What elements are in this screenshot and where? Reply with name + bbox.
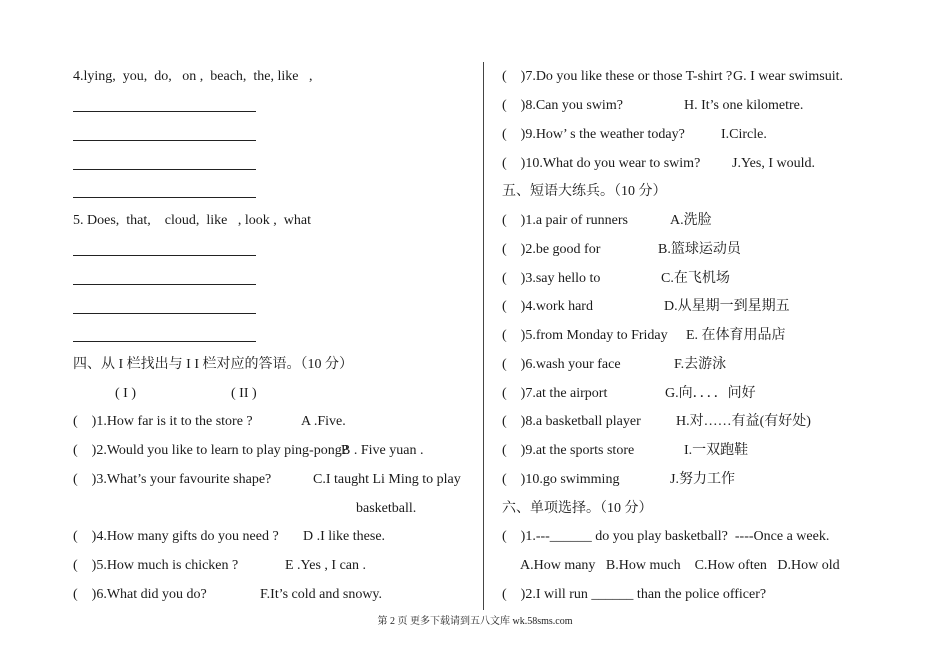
- phrase-item: ( )5.from Monday to Friday: [502, 328, 668, 343]
- match-question: ( )8.Can you swim?: [502, 98, 623, 113]
- phrase-item: ( )7.at the airport: [502, 386, 608, 401]
- match-answer: A .Five.: [301, 414, 346, 429]
- match-question: ( )10.What do you wear to swim?: [502, 156, 701, 171]
- column-ii-header: ( II ): [231, 386, 257, 401]
- phrase-answer: A.洗脸: [670, 213, 712, 228]
- page-footer: 第 2 页 更多下载请到五八文库 wk.58sms.com: [377, 616, 573, 627]
- phrase-item: ( )9.at the sports store: [502, 443, 635, 458]
- match-answer: J.Yes, I would.: [732, 156, 815, 171]
- phrase-answer: J.努力工作: [670, 472, 735, 487]
- answer-line[interactable]: [73, 284, 256, 285]
- phrase-item: ( )2.be good for: [502, 242, 601, 257]
- phrase-answer: G.向．．．．问好: [665, 386, 756, 401]
- match-answer: B . Five yuan .: [341, 443, 424, 458]
- phrase-answer: F.去游泳: [674, 357, 727, 372]
- answer-line[interactable]: [73, 197, 256, 198]
- match-answer-continued: basketball.: [356, 501, 417, 516]
- section-5-title: 五、短语大练兵。（10 分）: [502, 184, 667, 199]
- match-answer: G. I wear swimsuit.: [733, 69, 844, 84]
- answer-line[interactable]: [73, 111, 256, 112]
- phrase-answer: I.一双跑鞋: [684, 443, 749, 458]
- column-i-header: ( I ): [115, 386, 136, 401]
- match-question: ( )3.What’s your favourite shape?: [73, 472, 272, 487]
- match-question: ( )9.How’ s the weather today?: [502, 127, 685, 142]
- phrase-item: ( )1.a pair of runners: [502, 213, 628, 228]
- phrase-item: ( )10.go swimming: [502, 472, 620, 487]
- answer-line[interactable]: [73, 255, 256, 256]
- match-answer: E .Yes , I can .: [285, 558, 367, 573]
- answer-line[interactable]: [73, 169, 256, 170]
- match-question: ( )5.How much is chicken ?: [73, 558, 239, 573]
- phrase-answer: B.篮球运动员: [658, 242, 741, 257]
- phrase-item: ( )4.work hard: [502, 299, 593, 314]
- match-question: ( )1.How far is it to the store ?: [73, 414, 253, 429]
- choice-question: ( )1.---______ do you play basketball? ----Once a week.: [502, 529, 830, 544]
- section-6-title: 六、单项选择。（10 分）: [502, 501, 653, 516]
- answer-line[interactable]: [73, 313, 256, 314]
- choice-options: A.How many B.How much C.How often D.How old: [520, 558, 840, 573]
- question-4: 4.lying, you, do, on , beach, the, like ,: [73, 69, 313, 84]
- match-answer: I.Circle.: [721, 127, 767, 142]
- match-question: ( )6.What did you do?: [73, 587, 207, 602]
- match-question: ( )2.Would you like to learn to play ping-pong?: [73, 443, 348, 458]
- match-answer: H. It’s one kilometre.: [684, 98, 804, 113]
- phrase-answer: E. 在体育用品店: [686, 328, 786, 343]
- match-question: ( )7.Do you like these or those T-shirt ?: [502, 69, 733, 84]
- match-answer: F.It’s cold and snowy.: [260, 587, 383, 602]
- answer-line[interactable]: [73, 341, 256, 342]
- section-4-title: 四、从 I 栏找出与 I I 栏对应的答语。（10 分）: [73, 357, 353, 372]
- column-divider: [483, 62, 484, 610]
- match-question: ( )4.How many gifts do you need ?: [73, 529, 279, 544]
- choice-question: ( )2.I will run ______ than the police officer?: [502, 587, 767, 602]
- phrase-item: ( )8.a basketball player: [502, 414, 641, 429]
- phrase-answer: D.从星期一到星期五: [664, 299, 790, 314]
- question-5: 5. Does, that, cloud, like , look , what: [73, 213, 311, 228]
- phrase-answer: C.在飞机场: [661, 271, 730, 286]
- match-answer: C.I taught Li Ming to play: [313, 472, 461, 487]
- phrase-answer: H.对……有益(有好处): [676, 414, 811, 429]
- match-answer: D .I like these.: [303, 529, 386, 544]
- phrase-item: ( )6.wash your face: [502, 357, 621, 372]
- phrase-item: ( )3.say hello to: [502, 271, 601, 286]
- answer-line[interactable]: [73, 140, 256, 141]
